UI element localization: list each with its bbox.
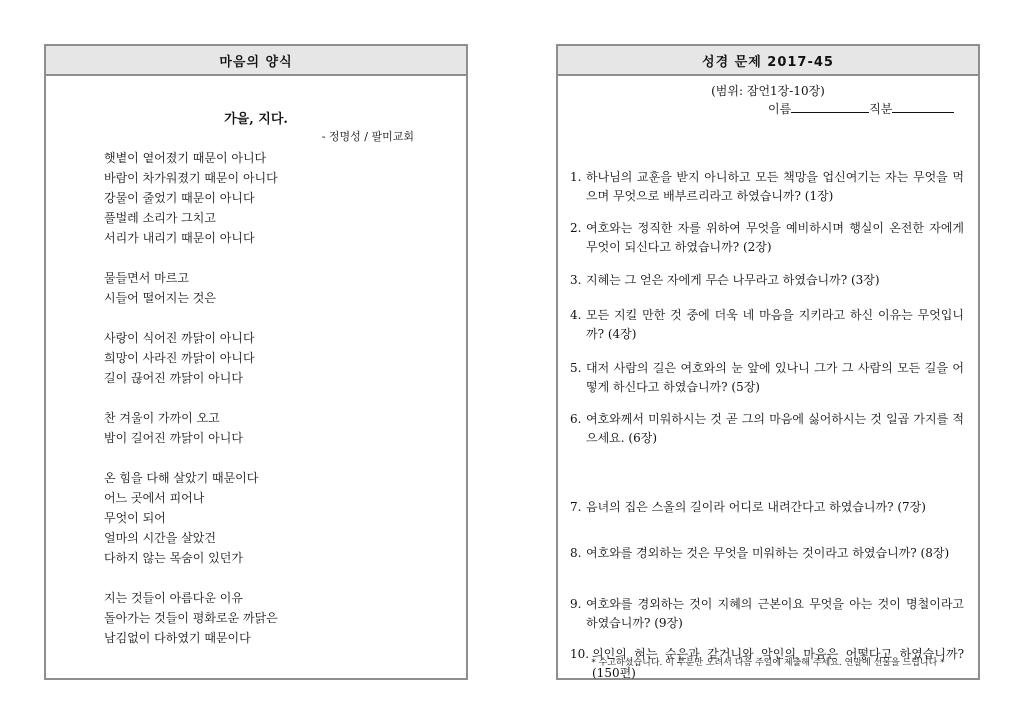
- poem-line: 남김없이 다하였기 때문이다: [104, 631, 251, 645]
- question-text: 모든 지킬 만한 것 중에 더욱 네 마음을 지키라고 하신 이유는 무엇입니까? (4장): [586, 308, 964, 341]
- question-text: 여호와를 경외하는 것이 지혜의 근본이요 무엇을 아는 것이 명철이라고 하였습니까? (9장): [586, 597, 964, 630]
- poem-stanza: [104, 148, 446, 248]
- right-panel: [556, 44, 980, 680]
- question-number: 5.: [570, 361, 582, 375]
- poem-line: 햇볕이 옅어졌기 때문이 아니다: [104, 151, 267, 165]
- question-number: 6.: [570, 412, 582, 426]
- question-item: [570, 410, 964, 448]
- poem-line: 시들어 떨어지는 것은: [104, 291, 216, 305]
- poem-line: 희망이 사라진 까닭이 아니다: [104, 351, 255, 365]
- poem-line: 얼마의 시간을 살았건: [104, 531, 216, 545]
- poem-line: 물들면서 마르고: [104, 271, 189, 285]
- question-number: 10.: [570, 647, 590, 661]
- question-number: 1.: [570, 170, 582, 184]
- question-item: [570, 168, 964, 206]
- poem-line: 강물이 줄었기 때문이 아니다: [104, 191, 255, 205]
- poem-line: 온 힘을 다해 살았기 때문이다: [104, 471, 259, 485]
- question-number: 8.: [570, 546, 582, 560]
- name-line: [768, 100, 954, 117]
- footnote: * 수고하셨습니다. 이 부분만 오려서 다음 주일에 제출해 주세요. 연말에 선물을 드립니다 *: [591, 658, 945, 668]
- poem-line: 지는 것들이 아름다운 이유: [104, 591, 243, 605]
- question-number: 2.: [570, 221, 582, 235]
- poem-stanza: [104, 268, 446, 308]
- title-blank[interactable]: [892, 100, 954, 113]
- poem-line: 서리가 내리기 때문이 아니다: [104, 231, 255, 245]
- left-panel: [44, 44, 468, 680]
- question-item: [570, 595, 964, 633]
- poem-stanza: [104, 408, 446, 448]
- poem-body: [104, 148, 446, 668]
- name-label: 이름: [768, 102, 792, 116]
- right-panel-header: 성경 문제 2017-45: [558, 46, 978, 76]
- poem-line: 사랑이 식어진 까닭이 아니다: [104, 331, 255, 345]
- poem-stanza: [104, 468, 446, 568]
- poem-line: 돌아가는 것들이 평화로운 까닭은: [104, 611, 278, 625]
- question-text: 여호와께서 미워하시는 것 곧 그의 마음에 싫어하시는 것 일곱 가지를 적으세요. (6장): [586, 412, 964, 445]
- poem-stanza: [104, 328, 446, 388]
- question-item: [570, 306, 964, 344]
- question-number: 4.: [570, 308, 582, 322]
- question-item: [570, 544, 964, 563]
- question-number: 7.: [570, 500, 582, 514]
- poem-line: 어느 곳에서 피어나: [104, 491, 205, 505]
- question-text: 여호와를 경외하는 것은 무엇을 미워하는 것이라고 하였습니까? (8장): [586, 546, 950, 560]
- poem-line: 무엇이 되어: [104, 511, 166, 525]
- poem-stanza: [104, 588, 446, 648]
- poem-line: 길이 끊어진 까닭이 아니다: [104, 371, 243, 385]
- question-text: 하나님의 교훈을 받지 아니하고 모든 책망을 업신여기는 자는 무엇을 먹으며 무엇으로 배부르리라고 하였습니까? (1장): [586, 170, 964, 203]
- poem-title: 가을, 지다.: [224, 112, 288, 127]
- question-item: [570, 271, 964, 290]
- poem-line: 찬 겨울이 가까이 오고: [104, 411, 220, 425]
- question-text: 음녀의 집은 스올의 길이라 어디로 내려간다고 하였습니까? (7장): [586, 500, 926, 514]
- quiz-range: (범위: 잠언1장-10장): [711, 84, 825, 98]
- question-text: 지혜는 그 얻은 자에게 무슨 나무라고 하였습니까? (3장): [586, 273, 880, 287]
- question-item: [570, 219, 964, 257]
- question-text: 여호와는 정직한 자를 위하여 무엇을 예비하시며 행실이 온전한 자에게 무엇이 되신다고 하였습니까? (2장): [586, 221, 964, 254]
- question-text: 의인의 혀는 순은과 같거니와 악인의 마음은 어떻다고 하였습니까? (150편): [592, 647, 964, 680]
- question-item: [570, 359, 964, 397]
- question-text: 대저 사람의 길은 여호와의 눈 앞에 있나니 그가 그 사람의 모든 길을 어떻게 하신다고 하였습니까? (5장): [586, 361, 964, 394]
- poem-line: 바람이 차가워졌기 때문이 아니다: [104, 171, 278, 185]
- poem-line: 다하지 않는 목숨이 있던가: [104, 551, 243, 565]
- question-item: [570, 498, 964, 517]
- poem-line: 풀벌레 소리가 그치고: [104, 211, 216, 225]
- poem-author: - 정명성 / 팔미교회: [321, 130, 414, 143]
- poem-line: 밤이 길어진 까닭이 아니다: [104, 431, 243, 445]
- question-number: 9.: [570, 597, 582, 611]
- left-panel-header: 마음의 양식: [46, 46, 466, 76]
- question-number: 3.: [570, 273, 582, 287]
- name-blank[interactable]: [791, 100, 869, 113]
- title-label: 직분: [869, 102, 893, 116]
